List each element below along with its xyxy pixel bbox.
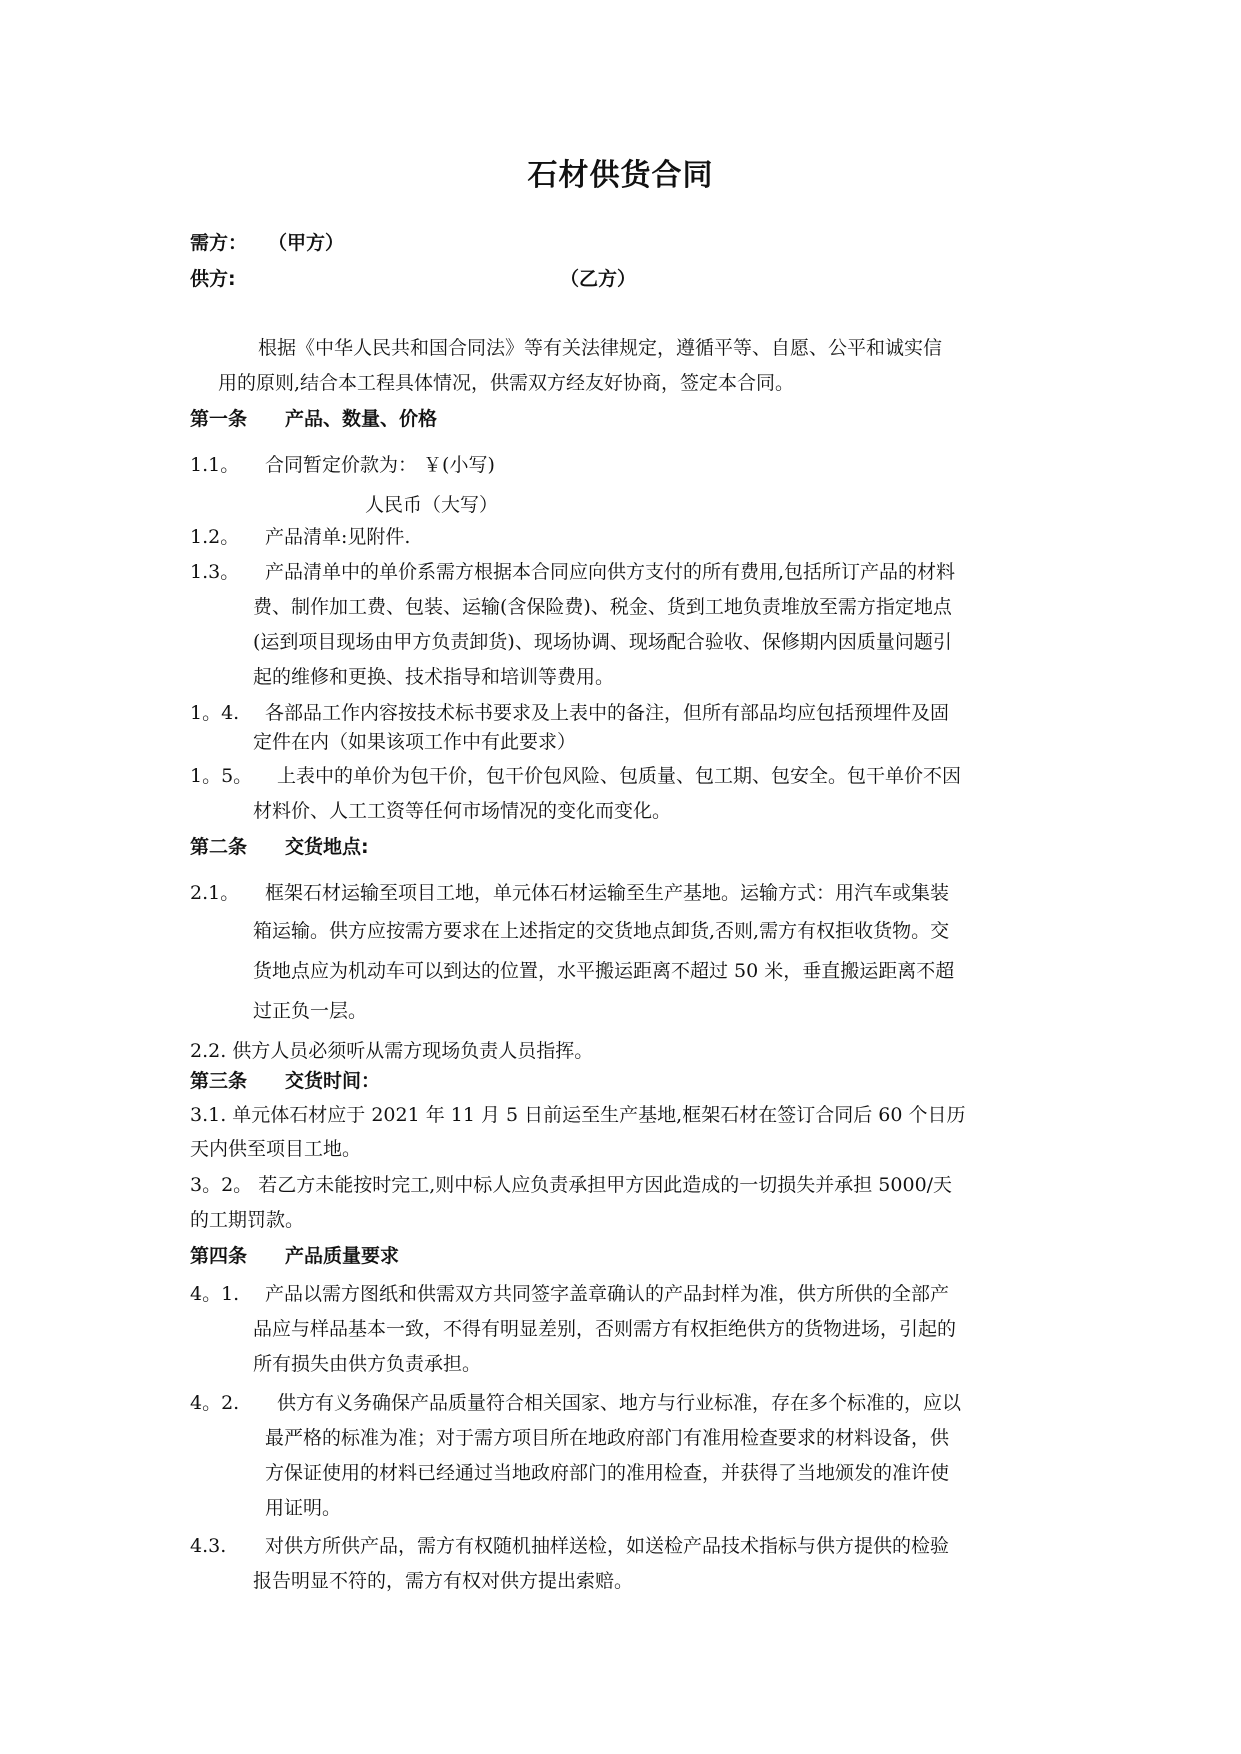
- intro-line-1: 根据《中华人民共和国合同法》等有关法律规定，遵循平等、自愿、公平和诚实信: [258, 337, 943, 359]
- clause-text: 起的维修和更换、技术指导和培训等费用。: [253, 666, 615, 688]
- clause-number: 1.2。: [190, 526, 240, 548]
- clause-text: 的工期罚款。: [190, 1209, 305, 1231]
- clause-text: 费、制作加工费、包装、运输(含保险费)、税金、货到工地负责堆放至需方指定地点: [253, 596, 952, 618]
- clause-text: 产品以需方图纸和供需双方共同签字盖章确认的产品封样为准，供方所供的全部产: [265, 1283, 950, 1305]
- clause-text: 箱运输。供方应按需方要求在上述指定的交货地点卸货,否则,需方有权拒收货物。交: [253, 920, 950, 942]
- supplier-label: 供方:: [190, 268, 236, 290]
- clause-text: 各部品工作内容按技术标书要求及上表中的备注，但所有部品均应包括预埋件及固: [265, 702, 950, 724]
- clause-number: 4。1.: [190, 1283, 240, 1305]
- clause-text: 过正负一层。: [253, 1000, 368, 1022]
- article4-heading-text: 产品质量要求: [285, 1245, 400, 1267]
- clause-number: 4.3.: [190, 1535, 227, 1557]
- article2-heading-no: 第二条: [190, 836, 248, 858]
- clause-text: 所有损失由供方负责承担。: [253, 1353, 482, 1375]
- clause-text: 上表中的单价为包干价，包干价包风险、包质量、包工期、包安全。包干单价不因: [277, 765, 962, 787]
- clause-text: 产品清单:见附件.: [265, 526, 411, 548]
- clause-text: 框架石材运输至项目工地，单元体石材运输至生产基地。运输方式：用汽车或集装: [265, 882, 950, 904]
- buyer-role: （甲方）: [268, 232, 345, 254]
- clause-text: 天内供至项目工地。: [190, 1138, 362, 1160]
- clause-text: 供方有义务确保产品质量符合相关国家、地方与行业标准，存在多个标准的，应以: [277, 1392, 962, 1414]
- clause-text: 用证明。: [265, 1497, 342, 1519]
- article3-heading-no: 第三条: [190, 1070, 248, 1092]
- clause-number: 1.3。: [190, 561, 240, 583]
- clause-number: 2.1。: [190, 882, 240, 904]
- clause-text: 3。2。 若乙方未能按时完工,则中标人应负责承担甲方因此造成的一切损失并承担 5000/天: [190, 1174, 953, 1196]
- clause-text: 人民币（大写）: [365, 494, 499, 516]
- clause-number: 1。5。: [190, 765, 253, 787]
- clause-text: 货地点应为机动车可以到达的位置，水平搬运距离不超过 50 米，垂直搬运距离不超: [253, 960, 955, 982]
- clause-text: 合同暂定价款为： ￥(小写): [265, 454, 495, 476]
- clause-text: 产品清单中的单价系需方根据本合同应向供方支付的所有费用,包括所订产品的材料: [265, 561, 956, 583]
- intro-line-2: 用的原则,结合本工程具体情况，供需双方经友好协商，签定本合同。: [218, 372, 795, 394]
- document-title: 石材供货合同: [527, 158, 714, 193]
- clause-text: 最严格的标准为准；对于需方项目所在地政府部门有准用检查要求的材料设备，供: [265, 1427, 950, 1449]
- clause-text: 报告明显不符的，需方有权对供方提出索赔。: [253, 1570, 634, 1592]
- clause-number: 4。2.: [190, 1392, 240, 1414]
- buyer-label: 需方：: [190, 232, 248, 254]
- clause-text: 3.1. 单元体石材应于 2021 年 11 月 5 日前运至生产基地,框架石材在签订合同后 60 个日历: [190, 1104, 966, 1126]
- article1-heading-no: 第一条: [190, 408, 248, 430]
- clause-text: (运到项目现场由甲方负责卸货)、现场协调、现场配合验收、保修期内因质量问题引: [253, 631, 952, 653]
- clause-text: 2.2. 供方人员必须听从需方现场负责人员指挥。: [190, 1040, 594, 1062]
- clause-number: 1.1。: [190, 454, 240, 476]
- article1-heading-text: 产品、数量、价格: [285, 408, 438, 430]
- clause-text: 材料价、人工工资等任何市场情况的变化而变化。: [253, 800, 672, 822]
- article4-heading-no: 第四条: [190, 1245, 248, 1267]
- clause-text: 品应与样品基本一致，不得有明显差别，否则需方有权拒绝供方的货物进场，引起的: [253, 1318, 957, 1340]
- clause-text: 方保证使用的材料已经通过当地政府部门的准用检查，并获得了当地颁发的准许使: [265, 1462, 950, 1484]
- article2-heading-text: 交货地点:: [285, 836, 369, 858]
- supplier-role: （乙方）: [560, 268, 637, 290]
- article3-heading-text: 交货时间：: [285, 1070, 381, 1092]
- clause-number: 1。4.: [190, 702, 240, 724]
- clause-text: 对供方所供产品，需方有权随机抽样送检，如送检产品技术指标与供方提供的检验: [265, 1535, 950, 1557]
- clause-text: 定件在内（如果该项工作中有此要求）: [253, 731, 577, 753]
